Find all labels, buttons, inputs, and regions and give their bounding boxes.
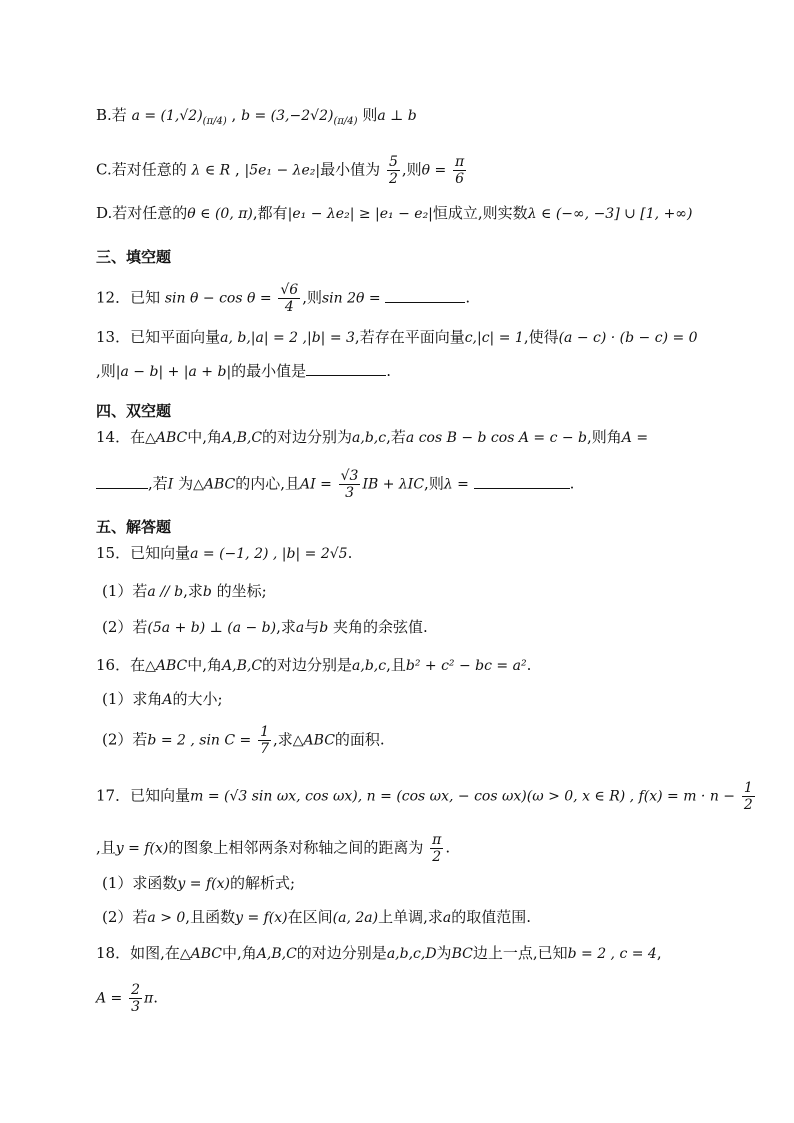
question-16 — [96, 654, 734, 677]
q17-text-1: ,且 — [96, 838, 116, 857]
q13-text-2: ,使得 — [523, 328, 559, 346]
option-c-frac-1-num: 5 — [388, 154, 398, 170]
q15-lead: 15．已知向量 — [96, 544, 191, 562]
q15-p1-math: a // b — [147, 584, 184, 600]
q15-p1-end: 的坐标; — [216, 582, 267, 600]
option-d-lead: D.若对任意的 — [96, 204, 188, 222]
q15-p2-math-3: b — [319, 620, 329, 636]
question-17-line-2 — [96, 832, 734, 865]
q12-frac-num: √6 — [280, 282, 299, 298]
q16-p1-lead: (1）求角 — [102, 690, 163, 708]
option-b-math-2: b = (3,−2√2) — [241, 108, 334, 124]
question-14-line-1 — [96, 426, 734, 449]
q18-lead: 18．如图,在 — [96, 944, 180, 962]
q16-frac — [258, 724, 271, 757]
q16-math-2: A,B,C — [222, 658, 263, 674]
q17-p2-math-3: (a, 2a) — [332, 910, 379, 926]
q17-p2-text: ,且函数 — [185, 908, 236, 926]
q16-p2-math-2: △ABC — [292, 732, 335, 749]
option-c-lead: C.若对任意的 — [96, 160, 187, 179]
q14-text-8: ,则 — [424, 474, 444, 493]
q12-end: . — [465, 288, 471, 307]
q16-frac-num: 1 — [260, 724, 269, 740]
q17-math-3: y = f(x) — [115, 840, 169, 857]
q14-end: . — [569, 474, 575, 493]
q15-p1-lead: (1）若 — [102, 582, 148, 600]
q12-math-1: sin θ − cos θ = — [164, 290, 272, 307]
q17-p2-math-4: a — [442, 910, 452, 926]
q16-p2-text: ,求 — [272, 730, 293, 749]
q15-p2-lead: (2）若 — [102, 618, 148, 636]
q14-math-8: AI = — [300, 476, 332, 493]
q18-frac-den: 3 — [131, 999, 140, 1015]
q17-p1-end: 的解析式; — [229, 874, 296, 892]
q16-lead: 16．在 — [96, 656, 146, 674]
q14-math-2: A,B,C — [222, 430, 263, 446]
option-c-frac-2 — [453, 154, 466, 187]
q16-p2-math: b = 2 , sin C = — [147, 732, 252, 749]
q17-frac-2-num: π — [432, 832, 442, 848]
q18-text-3: 为 — [436, 944, 452, 962]
q16-p1-math: A — [162, 692, 173, 708]
q12-lead: 12．已知 — [96, 288, 161, 307]
q13-lead: 13．已知平面向量 — [96, 328, 221, 346]
q14-text-7: 的内心,且 — [235, 474, 301, 493]
question-15 — [96, 542, 734, 565]
q15-p2-text: ,求 — [276, 618, 296, 636]
q18-text-2: 的对边分别是 — [296, 944, 387, 962]
option-d-math-3: λ ∈ (−∞, −3] ∪ [1, +∞) — [527, 206, 693, 222]
question-13-line-2 — [96, 360, 734, 383]
q13-text-4: 的最小值是 — [231, 362, 307, 380]
q16-p2-end: 的面积. — [334, 730, 385, 749]
q17-p1-lead: (1）求函数 — [102, 874, 178, 892]
q16-math-4: b² + c² − bc = a² — [405, 658, 527, 674]
option-c-frac-1 — [387, 154, 400, 187]
option-c-math-2: |5e₁ − λe₂| — [244, 162, 321, 179]
q14-math-7: △ABC — [193, 476, 236, 493]
q14-math-1: △ABC — [145, 430, 188, 446]
q14-text-4: ,则角 — [587, 428, 622, 446]
q17-math-1: m = (√3 sin ωx, cos ωx) — [190, 788, 358, 805]
option-c: C.若对任意的 λ ∈ R , |5e₁ − λe₂|最小值为 $\frac{5}{2}$ ,则θ = $\frac{\pi}{6}$ — [96, 154, 465, 187]
q16-end: . — [526, 656, 532, 674]
q14-text-3: ,若 — [386, 428, 406, 446]
q18-frac — [129, 982, 142, 1015]
question-12 — [96, 282, 734, 315]
option-c-math-3: θ = — [421, 162, 447, 179]
q18-math-3: a,b,c,D — [386, 946, 437, 962]
question-16-part-2 — [102, 724, 734, 757]
q15-p2-math-2: a — [295, 620, 305, 636]
q17-lead: 17．已知向量 — [96, 786, 191, 805]
question-13-line-1 — [96, 326, 734, 349]
q14-answer-blank-2[interactable] — [474, 474, 570, 489]
q16-text-3: ,且 — [386, 656, 406, 674]
option-d — [96, 202, 734, 225]
option-b-sub-2: (π/4) — [333, 116, 358, 127]
q17-frac — [742, 780, 755, 813]
option-b: B.若 $a = (1,√2)_{(\pi/4)}$ , $b = (3,-2√2)_{(\pi/4)}$ 则a ⊥ b — [96, 106, 417, 127]
option-d-math-2: |e₁ − λe₂| ≥ |e₁ − e₂| — [287, 206, 433, 222]
q15-p2-text-2: 与 — [304, 618, 320, 636]
question-14-line-2 — [96, 468, 734, 501]
q18-end: . — [153, 988, 158, 1007]
q13-answer-blank[interactable] — [306, 361, 386, 376]
option-b-math-3: a ⊥ b — [377, 108, 417, 124]
q14-text-6: 为 — [178, 474, 194, 493]
q14-text-5: ,若 — [148, 474, 168, 493]
q14-text-2: 的对边分别为 — [262, 428, 353, 446]
q16-text-1: 中,角 — [187, 656, 223, 674]
q14-frac — [339, 468, 361, 501]
option-c-frac-2-num: π — [455, 154, 465, 170]
q18-frac-num: 2 — [131, 982, 140, 998]
q13-math-4: ,|c| = 1 — [472, 330, 524, 346]
question-18-line-2 — [96, 982, 734, 1015]
question-17-part-2 — [102, 906, 734, 929]
q15-p1-text: ,求 — [183, 582, 203, 600]
option-c-math-1: λ ∈ R — [191, 162, 231, 179]
q16-text-2: 的对边分别是 — [262, 656, 353, 674]
q14-math-6: I — [167, 476, 174, 493]
q15-end: . — [347, 544, 353, 562]
q18-math-4: BC — [451, 946, 473, 962]
question-17-part-1 — [102, 872, 734, 895]
q12-math-2: sin 2θ = — [321, 290, 381, 307]
option-c-mid2: ,则 — [401, 160, 422, 179]
option-c-mid: 最小值为 — [320, 160, 381, 179]
section-fill-in-title: 三、填空题 — [96, 248, 172, 266]
q17-p1-math: y = f(x) — [177, 876, 230, 892]
section-answer-title: 五、解答题 — [96, 518, 172, 536]
q18-math-7: π — [144, 990, 154, 1007]
q13-end: . — [386, 362, 391, 380]
q14-math-10: λ = — [443, 476, 469, 493]
section-double-blank-title: 四、双空题 — [96, 402, 172, 420]
question-18-line-1 — [96, 942, 734, 965]
question-16-part-1 — [102, 688, 734, 711]
q18-math-6: A = — [96, 990, 123, 1007]
q16-p1-end: 的大小; — [172, 690, 223, 708]
option-d-mid2: 恒成立,则实数 — [432, 204, 528, 222]
q14-math-9: IB + λIC — [362, 476, 425, 493]
q13-text-3: ,则 — [96, 362, 116, 380]
q13-text-1: ,若存在平面向量 — [354, 328, 465, 346]
option-b-sub-1: (π/4) — [202, 116, 227, 127]
q16-math-1: △ABC — [145, 658, 188, 674]
q17-frac-2-den: 2 — [432, 849, 442, 865]
q17-p2-text-3: 上单调,求 — [378, 908, 443, 926]
q17-p2-text-2: 在区间 — [287, 908, 333, 926]
q13-math-6: |a − b| + |a + b| — [115, 364, 232, 380]
q13-math-2: ,|a| = 2 ,|b| = 3 — [246, 330, 355, 346]
question-15-part-1 — [102, 580, 734, 603]
q12-frac — [278, 282, 300, 315]
option-c-frac-2-den: 6 — [455, 171, 465, 187]
option-b-lead: B.若 — [96, 106, 127, 124]
q18-text-1: 中,角 — [222, 944, 257, 962]
q13-math-5: (a − c) · (b − c) = 0 — [558, 330, 698, 346]
q14-frac-den: 3 — [345, 485, 355, 501]
q18-math-2: A,B,C — [256, 946, 297, 962]
q16-math-3: a,b,c — [352, 658, 387, 674]
q13-math-1: a, b — [220, 330, 247, 346]
q16-p2-lead: (2）若 — [102, 730, 148, 749]
q17-frac-2 — [430, 832, 443, 865]
q12-mid: ,则 — [302, 288, 322, 307]
q14-math-4: a cos B − b cos A = c − b — [405, 430, 588, 446]
q18-text-5: , — [656, 944, 662, 962]
question-17-line-1 — [96, 780, 753, 813]
q12-answer-blank[interactable] — [385, 288, 465, 303]
option-d-mid: ,都有 — [252, 204, 288, 222]
q17-p2-math-2: y = f(x) — [235, 910, 288, 926]
q13-math-3: c — [464, 330, 473, 346]
q15-p1-math-2: b — [202, 584, 212, 600]
q18-text-4: 边上一点,已知 — [472, 944, 568, 962]
option-b-mid: 则 — [362, 106, 378, 124]
q16-frac-den: 7 — [260, 741, 269, 757]
q18-math-5: b = 2 , c = 4 — [567, 946, 657, 962]
q17-text-2: 的图象上相邻两条对称轴之间的距离为 — [168, 838, 424, 857]
q17-p2-math: a > 0 — [147, 910, 186, 926]
q17-frac-num: 1 — [743, 780, 753, 796]
q14-text-1: 中,角 — [187, 428, 223, 446]
q17-math-2: , n = (cos ωx, − cos ωx)(ω > 0, x ∈ R) , f(x) = m · n − — [357, 788, 736, 805]
q14-lead: 14．在 — [96, 428, 146, 446]
q14-answer-blank-1[interactable] — [96, 474, 148, 489]
q17-end: . — [445, 838, 451, 857]
q17-p2-end: 的取值范围. — [451, 908, 531, 926]
option-c-frac-1-den: 2 — [388, 171, 398, 187]
question-15-part-2 — [102, 616, 734, 639]
q15-p2-end: 夹角的余弦值. — [333, 618, 428, 636]
option-b-math-1: a = (1,√2) — [131, 108, 203, 124]
q14-math-5: A = — [621, 430, 649, 446]
q18-math-1: △ABC — [179, 946, 222, 962]
q17-p2-lead: (2）若 — [102, 908, 148, 926]
q12-frac-den: 4 — [284, 299, 294, 315]
q14-math-3: a,b,c — [352, 430, 387, 446]
q15-p2-math: (5a + b) ⊥ (a − b) — [147, 620, 277, 636]
option-d-math-1: θ ∈ (0, π) — [187, 206, 253, 222]
q15-math-1: a = (−1, 2) , |b| = 2√5 — [190, 546, 348, 562]
q14-frac-num: √3 — [340, 468, 359, 484]
q17-frac-den: 2 — [743, 797, 753, 813]
